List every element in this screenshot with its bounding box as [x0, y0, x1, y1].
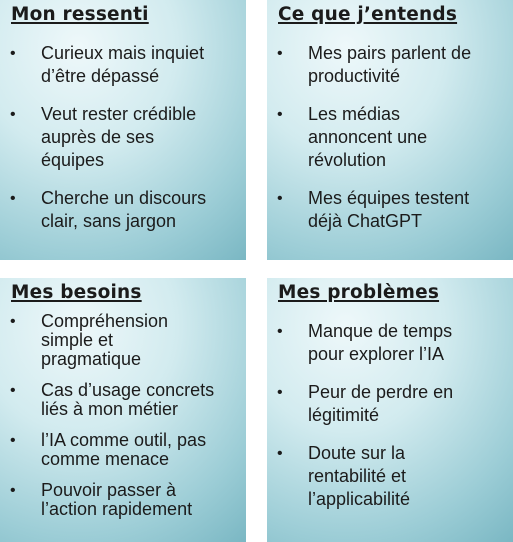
list-item-line: déjà ChatGPT [308, 211, 423, 231]
list-item-line: • l’IA comme outil, pas [41, 430, 207, 450]
list-item [0, 381, 246, 419]
list-item [0, 187, 246, 233]
list-item [267, 442, 513, 511]
list-item-line: • Mes équipes testent [308, 188, 470, 208]
list-item-line: • Les médias [308, 104, 401, 124]
list-item [267, 42, 513, 88]
list-item [0, 431, 246, 469]
panel-mes-besoins [0, 278, 246, 542]
panel-title-mes-problemes: Mes problèmes [278, 282, 440, 303]
list-item-line: comme menace [41, 449, 170, 469]
panel-mon-ressenti [0, 0, 246, 260]
list-item-line: simple et [41, 330, 114, 350]
panel-ce-que-j-entends [267, 0, 513, 260]
list-item-line: légitimité [308, 405, 380, 425]
list-item-line: rentabilité et [308, 466, 407, 486]
list-item-line: pour explorer l’IA [308, 344, 445, 364]
list-item-line: • Peur de perdre en [308, 382, 454, 402]
list-item [0, 103, 246, 172]
panel-mes-problemes [267, 278, 513, 542]
list-item-line: d’être dépassé [41, 66, 160, 86]
list-item-line: • Compréhension [41, 311, 169, 331]
panel-title-ce-que-j-entends: Ce que j’entends [278, 4, 458, 25]
list-item [0, 312, 246, 369]
list-item-line: • Cherche un discours [41, 188, 207, 208]
list-item [267, 381, 513, 427]
list-item-line: liés à mon métier [41, 399, 179, 419]
list-item-line: • Doute sur la [308, 443, 406, 463]
list-item-line: clair, sans jargon [41, 211, 177, 231]
list-ce-que-j-entends [267, 42, 513, 248]
list-item [0, 481, 246, 519]
list-item-line: équipes [41, 150, 105, 170]
list-item-line: • Manque de temps [308, 321, 453, 341]
list-item-line: l’applicabilité [308, 489, 411, 509]
list-item-line: • Cas d’usage concrets [41, 380, 215, 400]
list-item-line: auprès de ses [41, 127, 155, 147]
list-item-line: • Curieux mais inquiet [41, 43, 205, 63]
list-item [267, 187, 513, 233]
list-item-line: révolution [308, 150, 387, 170]
panel-title-mon-ressenti: Mon ressenti [11, 4, 149, 25]
list-item-line: productivité [308, 66, 401, 86]
list-item-line: pragmatique [41, 349, 142, 369]
list-mes-besoins [0, 312, 246, 531]
list-item-line: • Pouvoir passer à [41, 480, 177, 500]
list-mes-problemes [267, 320, 513, 526]
list-item [267, 103, 513, 172]
list-item [0, 42, 246, 88]
list-item-line: • Mes pairs parlent de [308, 43, 472, 63]
list-item-line: • Veut rester crédible [41, 104, 197, 124]
list-item-line: annoncent une [308, 127, 428, 147]
panel-title-mes-besoins: Mes besoins [11, 282, 142, 303]
list-item-line: l’action rapidement [41, 499, 193, 519]
list-item [267, 320, 513, 366]
list-mon-ressenti [0, 42, 246, 248]
